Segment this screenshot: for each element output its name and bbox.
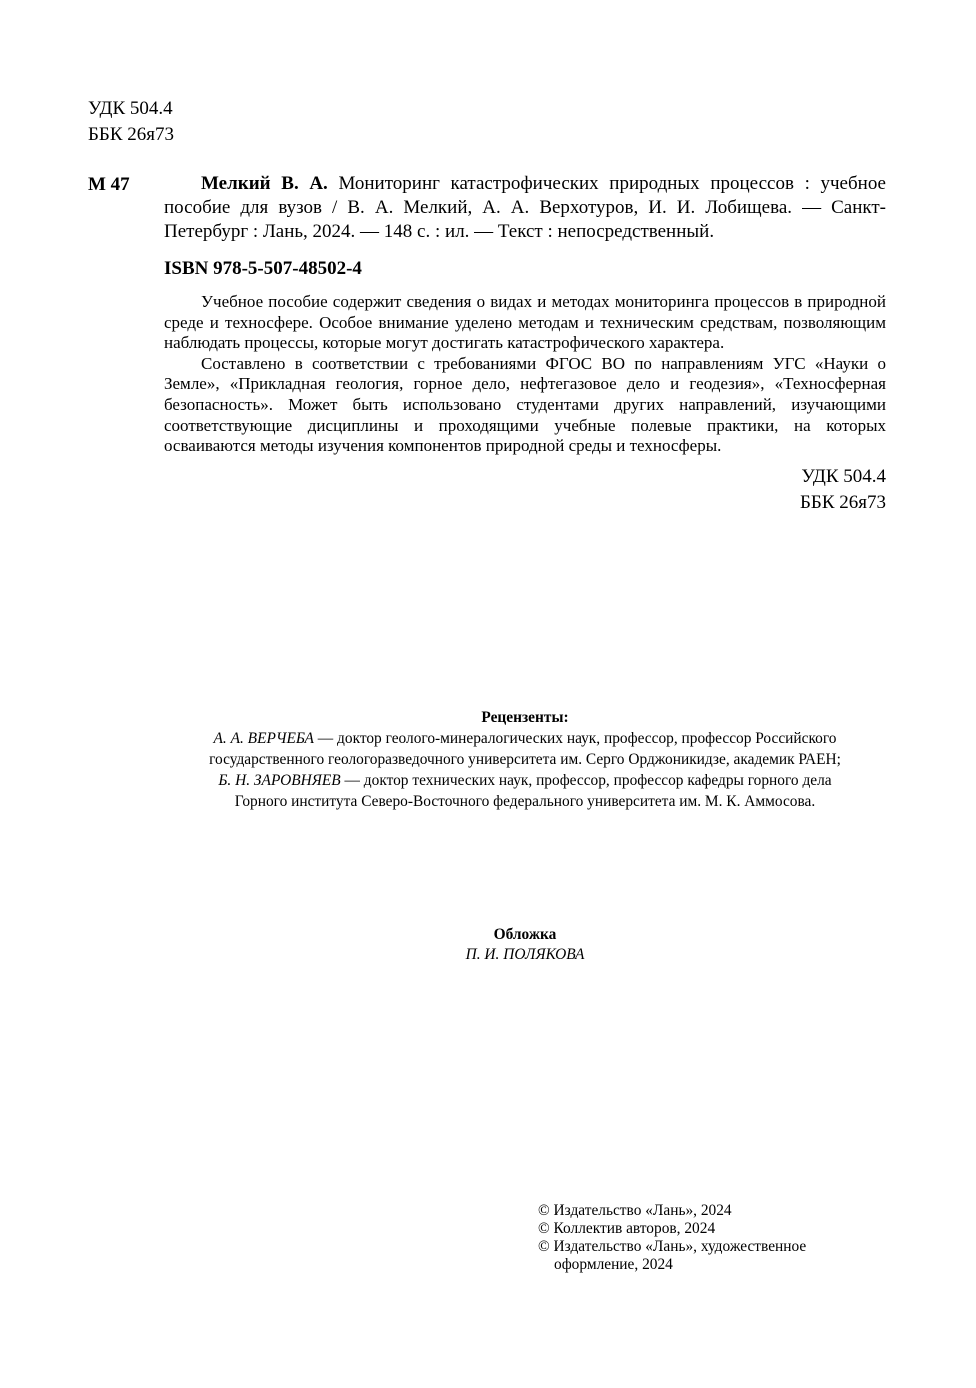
cover-designer: П. И. ПОЛЯКОВА bbox=[465, 946, 585, 963]
udk-code: УДК 504.4 bbox=[801, 466, 886, 487]
reviewer-1-name: А. А. ВЕРЧЕБА bbox=[213, 730, 314, 747]
cover-title: Обложка bbox=[493, 926, 557, 943]
copyright-line: оформление, 2024 bbox=[554, 1256, 673, 1273]
reviewer-1-line2: государственного геологоразведочного университета им. Серго Орджоникидзе, академик РАЕН; bbox=[209, 751, 841, 768]
reviewers-section bbox=[100, 707, 950, 812]
bottom-classification-codes bbox=[800, 464, 886, 516]
bbk-code: ББК 26я73 bbox=[88, 124, 174, 145]
copyright-line: © Коллектив авторов, 2024 bbox=[538, 1220, 716, 1237]
reviewers-title: Рецензенты: bbox=[481, 709, 569, 726]
reviewer-2-name: Б. Н. ЗАРОВНЯЕВ bbox=[218, 772, 341, 789]
author-mark: М 47 bbox=[88, 174, 130, 195]
copyright-line: © Издательство «Лань», 2024 bbox=[538, 1202, 732, 1219]
top-classification-codes bbox=[88, 96, 174, 148]
record-description: Мониторинг катастрофических природных процессов : учебное пособие для вузов / В. А. Мелкий, А. А. Верхотуров, И. И. Лобищева. — Санкт-Петербург : Лань, 2024. — 148 с. : ил. — Текст : непосредственный. bbox=[164, 173, 886, 242]
copyright-block bbox=[538, 1202, 806, 1274]
annotation-paragraph-2: Составлено в соответствии с требованиями ФГОС ВО по направлениям УГС «Науки о Земле», «Прикладная геология, горное дело, нефтегазовое дело и геодезия», «Техносферная безопасность». Может быть использовано студентами других направлений, изучающими соответствующие дисциплины и проходящими учебные полевые практики, на которых осваиваются методы изучения компонентов природной среды и техносферы. bbox=[164, 353, 886, 456]
cover-section bbox=[100, 925, 950, 965]
bibliographic-record bbox=[164, 172, 886, 244]
reviewer-2 bbox=[100, 770, 950, 791]
bbk-code: ББК 26я73 bbox=[800, 492, 886, 513]
annotation bbox=[164, 292, 886, 457]
isbn: ISBN 978-5-507-48502-4 bbox=[164, 258, 362, 279]
reviewer-2-line2: Горного института Северо-Восточного федерального университета им. М. К. Аммосова. bbox=[234, 793, 816, 810]
record-author: Мелкий В. А. bbox=[201, 173, 328, 194]
reviewer-1 bbox=[100, 728, 950, 749]
annotation-paragraph-1: Учебное пособие содержит сведения о видах и методах мониторинга процессов в природной среде и техносфере. Особое внимание уделено методам и техническим средствам, позволяющим наблюдать процессы, которые могут достигать катастрофического характера. bbox=[164, 292, 886, 353]
copyright-line: © Издательство «Лань», художественное bbox=[538, 1238, 807, 1255]
reviewer-2-line1: — доктор технических наук, профессор, профессор кафедры горного дела bbox=[340, 772, 832, 789]
udk-code: УДК 504.4 bbox=[88, 98, 173, 119]
reviewer-1-line1: — доктор геолого-минералогических наук, профессор, профессор Российского bbox=[313, 730, 837, 747]
